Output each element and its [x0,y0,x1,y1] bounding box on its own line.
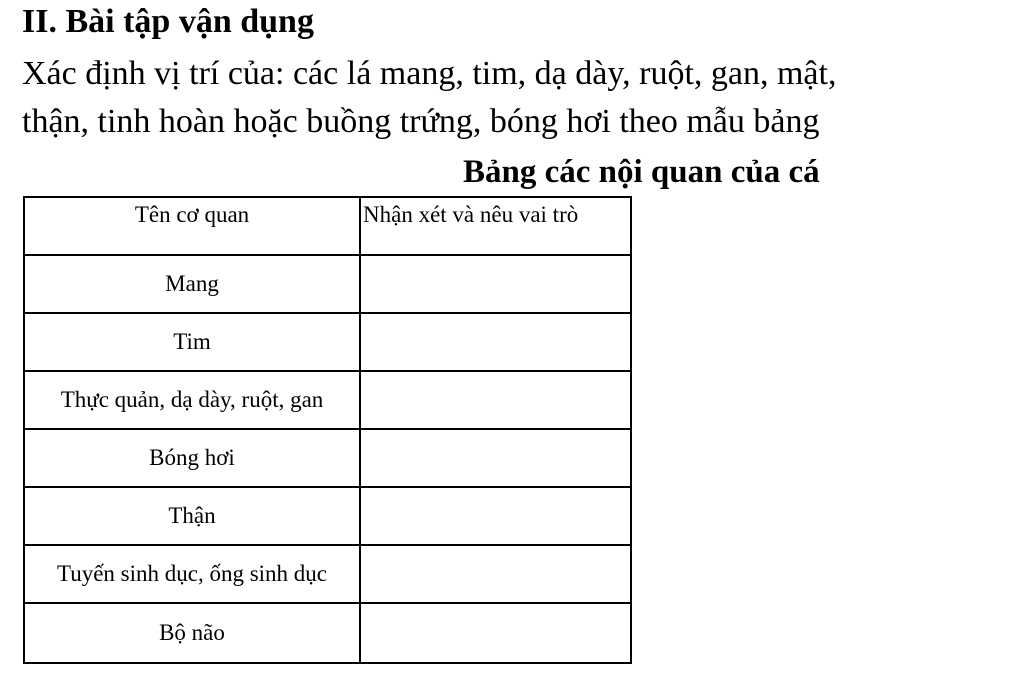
note-cell [360,487,631,545]
table-row [24,429,631,487]
note-cell [360,603,631,663]
organ-cell: Thực quản, dạ dày, ruột, gan [24,371,360,429]
note-cell [360,255,631,313]
instruction-line-2: thận, tinh hoàn hoặc buồng trứng, bóng hơi theo mẫu bảng [22,103,820,140]
table-header-row [24,197,631,255]
organ-cell: Thận [24,487,360,545]
organ-cell: Bóng hơi [24,429,360,487]
table-row [24,255,631,313]
table-row [24,371,631,429]
table-row [24,545,631,603]
note-cell [360,371,631,429]
organs-table [23,196,632,664]
organ-cell: Tim [24,313,360,371]
table-row [24,313,631,371]
organ-cell: Tuyến sinh dục, ống sinh dục [24,545,360,603]
organ-cell: Bộ não [24,603,360,663]
section-heading: II. Bài tập vận dụng [22,3,314,40]
table-title: Bảng các nội quan của cá [463,154,820,190]
header-note-role: Nhận xét và nêu vai trò [360,197,631,255]
table-row [24,603,631,663]
note-cell [360,545,631,603]
instruction-line-1: Xác định vị trí của: các lá mang, tim, dạ dày, ruột, gan, mật, [22,55,837,92]
header-organ-name: Tên cơ quan [24,197,360,255]
note-cell [360,313,631,371]
note-cell [360,429,631,487]
organ-cell: Mang [24,255,360,313]
table-row [24,487,631,545]
